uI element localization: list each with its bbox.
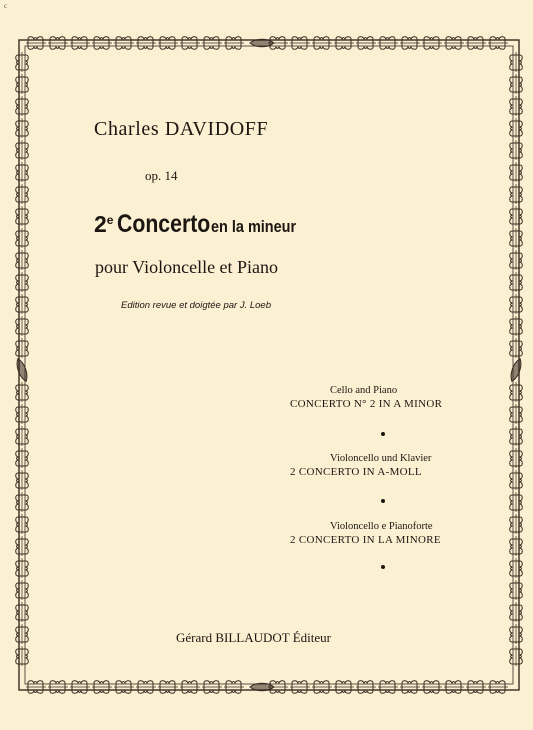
translation-instruments: Violoncello e Pianoforte — [330, 521, 433, 532]
cello-ornament — [510, 162, 523, 182]
cello-ornament — [334, 681, 354, 694]
cello-ornament — [224, 681, 244, 694]
cello-ornament — [16, 492, 29, 512]
cello-ornament — [16, 514, 29, 534]
cello-ornament — [158, 681, 178, 694]
cello-ornament — [224, 37, 244, 50]
translation-title: 2 CONCERTO IN LA MINORE — [290, 534, 441, 546]
cello-ornament — [16, 382, 29, 402]
cello-ornament — [16, 272, 29, 292]
instrumentation: pour Violoncelle et Piano — [95, 257, 279, 277]
feather-ornament — [14, 357, 29, 382]
title-key: en la mineur — [211, 217, 297, 236]
cello-ornament — [334, 37, 354, 50]
cello-ornament — [16, 140, 29, 160]
cello-ornament — [510, 382, 523, 402]
work-title — [94, 212, 311, 237]
cello-ornament — [180, 37, 200, 50]
cello-ornament — [356, 37, 376, 50]
cello-ornament — [16, 404, 29, 424]
cello-ornament — [400, 681, 420, 694]
cello-ornament — [48, 681, 68, 694]
cello-ornament — [466, 681, 486, 694]
cello-ornament — [16, 580, 29, 600]
cello-ornament — [312, 37, 332, 50]
cello-ornament — [16, 470, 29, 490]
cello-ornament — [16, 74, 29, 94]
cello-ornament — [510, 404, 523, 424]
cello-ornament — [400, 37, 420, 50]
cello-ornament — [158, 37, 178, 50]
cello-ornament — [488, 681, 508, 694]
cello-ornament — [16, 624, 29, 644]
cello-ornament — [510, 492, 523, 512]
cello-ornament — [16, 184, 29, 204]
cello-ornament — [510, 250, 523, 270]
cello-ornament — [202, 681, 222, 694]
title-ordinal: 2 — [94, 211, 107, 237]
cello-ornament — [16, 426, 29, 446]
cello-ornament — [510, 448, 523, 468]
cello-ornament — [444, 37, 464, 50]
cello-ornament — [510, 514, 523, 534]
cello-ornament — [92, 681, 112, 694]
cello-ornament — [510, 338, 523, 358]
translation-instruments: Violoncello und Klavier — [330, 453, 432, 464]
cello-ornament — [16, 536, 29, 556]
cello-ornament — [510, 602, 523, 622]
separator-bullet — [381, 565, 385, 569]
cello-ornament — [510, 536, 523, 556]
cello-ornament — [16, 206, 29, 226]
cello-ornament — [136, 37, 156, 50]
title-ordinal-suffix: e — [106, 213, 114, 227]
cello-ornament — [16, 250, 29, 270]
translation-german — [290, 453, 500, 478]
cello-ornament — [180, 681, 200, 694]
translation-italian — [290, 521, 500, 546]
cello-ornament — [510, 580, 523, 600]
cello-ornament — [70, 37, 90, 50]
composer-name: Charles DAVIDOFF — [94, 118, 269, 140]
cello-ornament — [510, 140, 523, 160]
cello-ornament — [510, 96, 523, 116]
cello-ornament — [26, 37, 46, 50]
cello-ornament — [26, 681, 46, 694]
cello-ornament — [16, 448, 29, 468]
cello-ornament — [378, 37, 398, 50]
cello-ornament — [16, 118, 29, 138]
cello-ornament — [466, 37, 486, 50]
cello-ornament — [16, 228, 29, 248]
cello-ornament — [510, 470, 523, 490]
corner-mark: c — [4, 2, 8, 10]
cello-ornament — [70, 681, 90, 694]
cello-ornament — [356, 681, 376, 694]
cello-ornament — [510, 294, 523, 314]
cello-ornament — [16, 162, 29, 182]
cello-ornament — [16, 316, 29, 336]
cello-ornament — [510, 624, 523, 644]
cello-ornament — [92, 37, 112, 50]
cello-ornament — [378, 681, 398, 694]
cello-ornament — [510, 118, 523, 138]
cello-ornament — [16, 602, 29, 622]
feather-ornament — [508, 357, 523, 382]
separator-bullet — [381, 432, 385, 436]
cello-ornament — [290, 681, 310, 694]
cello-ornament — [422, 681, 442, 694]
cello-ornament — [510, 316, 523, 336]
cello-ornament — [16, 96, 29, 116]
cello-ornament — [268, 37, 288, 50]
cello-ornament — [268, 681, 288, 694]
cello-ornament — [114, 37, 134, 50]
cello-ornament — [510, 74, 523, 94]
cello-ornament — [16, 338, 29, 358]
cello-ornament — [488, 37, 508, 50]
cello-ornament — [16, 646, 29, 666]
cello-ornament — [202, 37, 222, 50]
cello-ornament — [510, 184, 523, 204]
translation-title: CONCERTO N° 2 IN A MINOR — [290, 398, 443, 410]
cello-ornament — [510, 646, 523, 666]
cello-ornament — [312, 681, 332, 694]
cello-ornament — [510, 228, 523, 248]
edition-note: Edition revue et doigtée par J. Loeb — [121, 300, 271, 311]
opus-number: op. 14 — [145, 168, 178, 183]
cello-ornament — [422, 37, 442, 50]
cello-ornament — [444, 681, 464, 694]
title-word: Concerto — [117, 210, 211, 238]
translation-instruments: Cello and Piano — [330, 385, 398, 396]
cello-ornament — [114, 681, 134, 694]
cello-ornament — [510, 52, 523, 72]
cello-ornament — [510, 426, 523, 446]
translation-title: 2 CONCERTO IN A-MOLL — [290, 466, 422, 478]
cello-ornament — [136, 681, 156, 694]
cello-ornament — [48, 37, 68, 50]
cello-ornament — [510, 272, 523, 292]
publisher-line: Gérard BILLAUDOT Éditeur — [176, 630, 331, 645]
cello-ornament — [510, 206, 523, 226]
cello-ornament — [290, 37, 310, 50]
translation-english — [290, 385, 500, 410]
separator-bullet — [381, 499, 385, 503]
cello-ornament — [16, 294, 29, 314]
cello-ornament — [16, 52, 29, 72]
cello-ornament — [16, 558, 29, 578]
cello-ornament — [510, 558, 523, 578]
